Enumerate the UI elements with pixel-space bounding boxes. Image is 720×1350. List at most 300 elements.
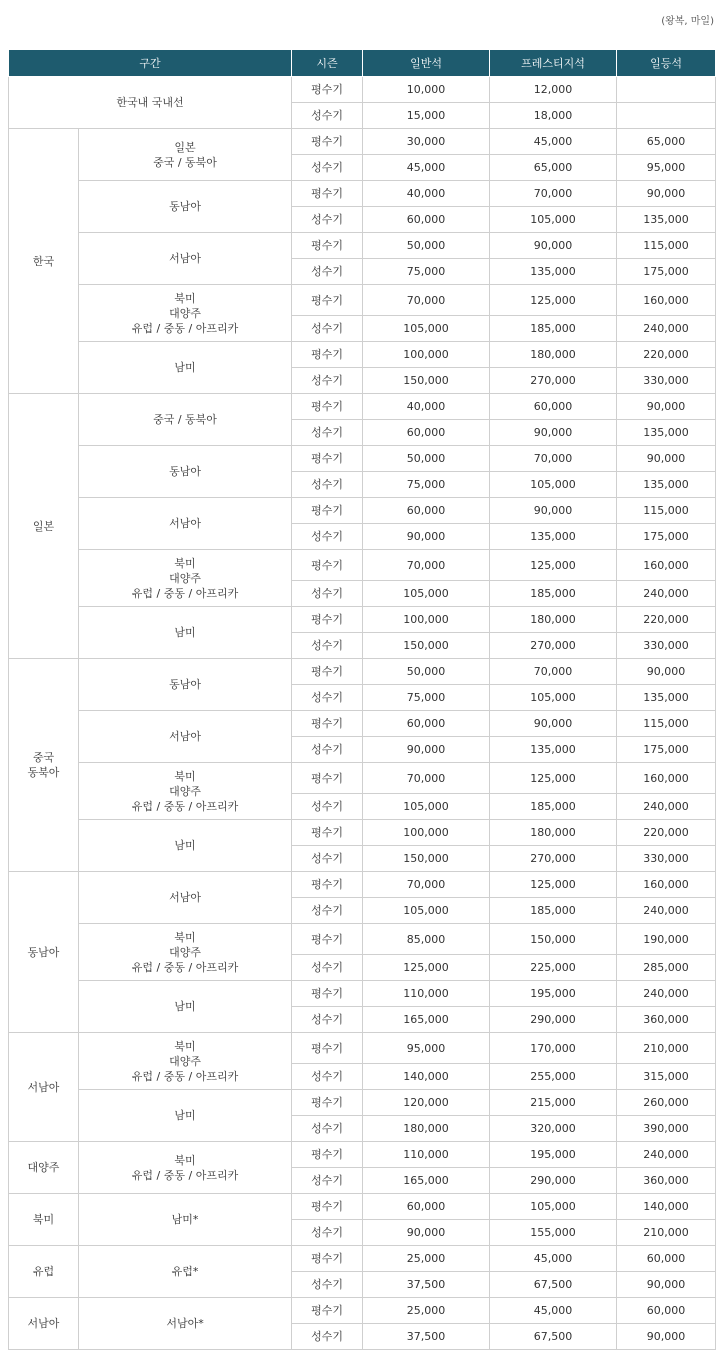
economy-cell: 110,000 [363,1142,490,1168]
economy-cell: 105,000 [363,581,490,607]
first-cell: 330,000 [617,846,716,872]
economy-cell: 95,000 [363,1033,490,1064]
economy-cell: 75,000 [363,685,490,711]
economy-cell: 60,000 [363,711,490,737]
destination-label-line: 유럽 / 중동 / 아프리카 [131,1168,239,1182]
origin-cell [9,1246,79,1298]
destination-label-line: 서남아 [169,891,201,904]
economy-cell: 70,000 [363,285,490,316]
table-row [9,1090,716,1116]
season-cell: 평수기 [292,342,363,368]
destination-label-line: 동남아 [169,678,201,691]
first-cell: 90,000 [617,659,716,685]
prestige-cell: 60,000 [490,394,617,420]
first-cell: 65,000 [617,129,716,155]
first-cell: 285,000 [617,955,716,981]
season-cell: 성수기 [292,1168,363,1194]
prestige-cell: 45,000 [490,1298,617,1324]
first-cell: 135,000 [617,472,716,498]
season-cell: 평수기 [292,1033,363,1064]
economy-cell: 45,000 [363,155,490,181]
destination-label-line: 유럽* [171,1265,199,1278]
economy-cell: 75,000 [363,472,490,498]
prestige-cell: 90,000 [490,498,617,524]
season-cell: 평수기 [292,1142,363,1168]
destination-label-line: 대양주 [169,306,201,320]
destination-cell [79,394,292,446]
origin-cell [9,1194,79,1246]
destination-label-line: 서남아 [169,252,201,265]
season-cell: 성수기 [292,955,363,981]
season-cell: 평수기 [292,394,363,420]
destination-label-line: 유럽 / 중동 / 아프리카 [131,1069,239,1083]
first-cell: 240,000 [617,794,716,820]
prestige-cell: 90,000 [490,233,617,259]
prestige-cell: 180,000 [490,607,617,633]
prestige-cell: 105,000 [490,685,617,711]
prestige-cell: 125,000 [490,285,617,316]
domestic-row-low [9,77,716,103]
destination-cell [79,285,292,342]
economy-cell: 70,000 [363,550,490,581]
destination-label-line: 유럽 / 중동 / 아프리카 [131,799,239,813]
table-row [9,285,716,316]
destination-cell [79,820,292,872]
economy-cell: 100,000 [363,607,490,633]
table-row [9,1298,716,1324]
first-cell: 60,000 [617,1246,716,1272]
season-cell: 성수기 [292,1220,363,1246]
prestige-cell: 18,000 [490,103,617,129]
unit-note: (왕복, 마일) [661,16,714,27]
destination-label-line: 남미 [174,1109,196,1122]
season-cell: 성수기 [292,368,363,394]
prestige-cell: 195,000 [490,1142,617,1168]
table-row [9,394,716,420]
first-cell: 90,000 [617,394,716,420]
prestige-cell: 135,000 [490,524,617,550]
prestige-cell: 70,000 [490,181,617,207]
origin-label-line: 서남아 [27,1080,60,1094]
prestige-cell: 45,000 [490,129,617,155]
prestige-cell: 180,000 [490,820,617,846]
destination-cell [79,1033,292,1090]
origin-cell [9,394,79,659]
first-cell [617,103,716,129]
season-cell: 평수기 [292,607,363,633]
season-cell: 성수기 [292,524,363,550]
season-cell: 평수기 [292,446,363,472]
prestige-cell: 65,000 [490,155,617,181]
destination-label-line: 동남아 [169,465,201,478]
destination-cell [79,924,292,981]
prestige-cell: 270,000 [490,633,617,659]
season-cell: 성수기 [292,685,363,711]
prestige-cell: 215,000 [490,1090,617,1116]
prestige-cell: 185,000 [490,898,617,924]
economy-cell: 60,000 [363,207,490,233]
economy-cell: 37,500 [363,1324,490,1350]
destination-label-line: 동남아 [169,200,201,213]
season-cell: 성수기 [292,1064,363,1090]
first-cell: 220,000 [617,820,716,846]
table-row [9,129,716,155]
col-header-economy: 일반석 [363,50,490,77]
season-cell: 성수기 [292,581,363,607]
prestige-cell: 67,500 [490,1272,617,1298]
origin-cell [9,1033,79,1142]
destination-cell [79,711,292,763]
destination-label-line: 대양주 [169,571,201,585]
first-cell: 240,000 [617,1142,716,1168]
season-cell: 성수기 [292,207,363,233]
table-row [9,1033,716,1064]
prestige-cell: 195,000 [490,981,617,1007]
first-cell: 135,000 [617,420,716,446]
table-row [9,342,716,368]
table-row [9,981,716,1007]
season-cell: 성수기 [292,259,363,285]
origin-label-line: 대양주 [27,1161,60,1174]
season-cell: 성수기 [292,1324,363,1350]
season-cell: 성수기 [292,1116,363,1142]
economy-cell: 165,000 [363,1007,490,1033]
col-header-prestige: 프레스티지석 [490,50,617,77]
destination-cell [79,763,292,820]
season-cell: 평수기 [292,1194,363,1220]
season-cell: 성수기 [292,794,363,820]
first-cell: 220,000 [617,342,716,368]
prestige-cell: 45,000 [490,1246,617,1272]
prestige-cell: 12,000 [490,77,617,103]
season-cell: 평수기 [292,872,363,898]
prestige-cell: 270,000 [490,846,617,872]
prestige-cell: 185,000 [490,794,617,820]
table-row [9,550,716,581]
prestige-cell: 185,000 [490,581,617,607]
origin-label-line: 동남아 [27,945,60,959]
economy-cell: 120,000 [363,1090,490,1116]
season-cell: 평수기 [292,659,363,685]
prestige-cell: 185,000 [490,316,617,342]
prestige-cell: 90,000 [490,420,617,446]
destination-label-line: 북미 [174,769,196,783]
season-cell: 평수기 [292,763,363,794]
first-cell: 60,000 [617,1298,716,1324]
destination-cell [79,181,292,233]
season-cell: 평수기 [292,820,363,846]
economy-cell: 15,000 [363,103,490,129]
col-header-season: 시즌 [292,50,363,77]
prestige-cell: 290,000 [490,1168,617,1194]
table-row [9,1194,716,1220]
table-row [9,763,716,794]
economy-cell: 40,000 [363,394,490,420]
destination-cell [79,1090,292,1142]
economy-cell: 125,000 [363,955,490,981]
prestige-cell: 180,000 [490,342,617,368]
first-cell: 240,000 [617,581,716,607]
first-cell: 240,000 [617,316,716,342]
table-row [9,498,716,524]
first-cell: 115,000 [617,711,716,737]
economy-cell: 10,000 [363,77,490,103]
mileage-table [8,49,716,1350]
prestige-cell: 90,000 [490,711,617,737]
economy-cell: 110,000 [363,981,490,1007]
first-cell: 360,000 [617,1168,716,1194]
economy-cell: 40,000 [363,181,490,207]
destination-cell [79,550,292,607]
table-row [9,1246,716,1272]
season-cell: 평수기 [292,129,363,155]
table-row [9,659,716,685]
first-cell: 135,000 [617,207,716,233]
season-cell: 평수기 [292,1246,363,1272]
first-cell: 115,000 [617,233,716,259]
season-cell: 평수기 [292,77,363,103]
season-cell: 평수기 [292,1090,363,1116]
prestige-cell: 225,000 [490,955,617,981]
first-cell: 330,000 [617,368,716,394]
economy-cell: 25,000 [363,1246,490,1272]
table-row [9,446,716,472]
economy-cell: 105,000 [363,794,490,820]
first-cell: 210,000 [617,1220,716,1246]
prestige-cell: 105,000 [490,472,617,498]
economy-cell: 30,000 [363,129,490,155]
first-cell: 240,000 [617,898,716,924]
economy-cell: 25,000 [363,1298,490,1324]
season-cell: 성수기 [292,846,363,872]
destination-label-line: 북미 [174,1153,196,1167]
economy-cell: 60,000 [363,1194,490,1220]
season-cell: 성수기 [292,103,363,129]
col-header-first: 일등석 [617,50,716,77]
destination-label-line: 서남아 [169,517,201,530]
first-cell: 160,000 [617,872,716,898]
season-cell: 성수기 [292,420,363,446]
first-cell: 90,000 [617,1272,716,1298]
destination-cell [79,342,292,394]
table-row [9,711,716,737]
economy-cell: 150,000 [363,368,490,394]
season-cell: 성수기 [292,316,363,342]
table-row [9,233,716,259]
destination-label-line: 북미 [174,1039,196,1053]
economy-cell: 180,000 [363,1116,490,1142]
destination-label-line: 유럽 / 중동 / 아프리카 [131,586,239,600]
prestige-cell: 70,000 [490,659,617,685]
destination-label-line: 대양주 [169,1054,201,1068]
economy-cell: 70,000 [363,763,490,794]
destination-label-line: 남미* [171,1213,199,1226]
destination-label-line: 남미 [174,839,196,852]
economy-cell: 75,000 [363,259,490,285]
destination-cell [79,607,292,659]
prestige-cell: 125,000 [490,550,617,581]
first-cell: 220,000 [617,607,716,633]
first-cell: 135,000 [617,685,716,711]
first-cell: 90,000 [617,181,716,207]
destination-cell [79,981,292,1033]
prestige-cell: 135,000 [490,737,617,763]
prestige-cell: 255,000 [490,1064,617,1090]
first-cell: 190,000 [617,924,716,955]
economy-cell: 70,000 [363,872,490,898]
col-header-route: 구간 [9,50,292,77]
destination-cell [79,659,292,711]
season-cell: 평수기 [292,550,363,581]
table-row [9,607,716,633]
season-cell: 평수기 [292,498,363,524]
destination-label-line: 서남아* [166,1317,204,1330]
prestige-cell: 270,000 [490,368,617,394]
season-cell: 평수기 [292,233,363,259]
origin-cell [9,1298,79,1350]
destination-cell [79,446,292,498]
season-cell: 평수기 [292,924,363,955]
first-cell: 175,000 [617,737,716,763]
first-cell: 360,000 [617,1007,716,1033]
prestige-cell: 67,500 [490,1324,617,1350]
economy-cell: 85,000 [363,924,490,955]
table-row [9,924,716,955]
season-cell: 성수기 [292,633,363,659]
prestige-cell: 150,000 [490,924,617,955]
table-row [9,181,716,207]
destination-label-line: 대양주 [169,945,201,959]
destination-label-line: 일본 [174,140,196,154]
origin-cell [9,872,79,1033]
economy-cell: 150,000 [363,633,490,659]
destination-cell [79,1194,292,1246]
first-cell: 140,000 [617,1194,716,1220]
prestige-cell: 170,000 [490,1033,617,1064]
season-cell: 성수기 [292,1272,363,1298]
economy-cell: 100,000 [363,342,490,368]
season-cell: 성수기 [292,155,363,181]
destination-label-line: 서남아 [169,730,201,743]
economy-cell: 50,000 [363,659,490,685]
prestige-cell: 290,000 [490,1007,617,1033]
destination-cell [79,1246,292,1298]
first-cell: 210,000 [617,1033,716,1064]
prestige-cell: 125,000 [490,872,617,898]
destination-label-line: 대양주 [169,784,201,798]
economy-cell: 165,000 [363,1168,490,1194]
destination-label-line: 남미 [174,361,196,374]
destination-cell [79,498,292,550]
destination-cell [79,1298,292,1350]
economy-cell: 105,000 [363,898,490,924]
destination-label-line: 북미 [174,556,196,570]
destination-label-line: 북미 [174,291,196,305]
economy-cell: 50,000 [363,446,490,472]
origin-label-line: 일본 [32,519,55,533]
table-row [9,872,716,898]
season-cell: 성수기 [292,472,363,498]
header-row [9,50,716,77]
prestige-cell: 105,000 [490,1194,617,1220]
first-cell: 90,000 [617,446,716,472]
first-cell: 115,000 [617,498,716,524]
economy-cell: 90,000 [363,524,490,550]
origin-label-line: 중국 [32,751,55,764]
destination-label-line: 남미 [174,626,196,639]
first-cell [617,77,716,103]
origin-label-line: 동북아 [27,766,60,779]
economy-cell: 150,000 [363,846,490,872]
origin-cell [9,1142,79,1194]
first-cell: 260,000 [617,1090,716,1116]
destination-cell [79,129,292,181]
destination-label-line: 중국 / 동북아 [153,155,217,169]
economy-cell: 90,000 [363,1220,490,1246]
economy-cell: 60,000 [363,420,490,446]
first-cell: 160,000 [617,550,716,581]
season-cell: 성수기 [292,1007,363,1033]
prestige-cell: 70,000 [490,446,617,472]
season-cell: 평수기 [292,181,363,207]
prestige-cell: 105,000 [490,207,617,233]
first-cell: 95,000 [617,155,716,181]
destination-cell [79,1142,292,1194]
economy-cell: 50,000 [363,233,490,259]
season-cell: 성수기 [292,898,363,924]
season-cell: 평수기 [292,981,363,1007]
first-cell: 390,000 [617,1116,716,1142]
first-cell: 175,000 [617,524,716,550]
destination-cell [79,233,292,285]
prestige-cell: 155,000 [490,1220,617,1246]
economy-cell: 105,000 [363,316,490,342]
economy-cell: 100,000 [363,820,490,846]
economy-cell: 140,000 [363,1064,490,1090]
destination-label-line: 유럽 / 중동 / 아프리카 [131,321,239,335]
origin-label-line: 북미 [32,1213,55,1226]
prestige-cell: 320,000 [490,1116,617,1142]
origin-label-line: 한국 [32,254,55,268]
destination-cell [79,872,292,924]
first-cell: 160,000 [617,285,716,316]
economy-cell: 37,500 [363,1272,490,1298]
first-cell: 90,000 [617,1324,716,1350]
origin-label-line: 유럽 [32,1265,55,1278]
first-cell: 240,000 [617,981,716,1007]
origin-cell [9,129,79,394]
first-cell: 175,000 [617,259,716,285]
destination-label-line: 북미 [174,930,196,944]
season-cell: 평수기 [292,1298,363,1324]
season-cell: 성수기 [292,737,363,763]
prestige-cell: 135,000 [490,259,617,285]
first-cell: 330,000 [617,633,716,659]
first-cell: 160,000 [617,763,716,794]
economy-cell: 90,000 [363,737,490,763]
season-cell: 평수기 [292,285,363,316]
first-cell: 315,000 [617,1064,716,1090]
destination-label-line: 유럽 / 중동 / 아프리카 [131,960,239,974]
domestic-label: 한국내 국내선 [9,77,292,129]
destination-label-line: 중국 / 동북아 [153,413,217,426]
table-row [9,820,716,846]
season-cell: 평수기 [292,711,363,737]
destination-label-line: 남미 [174,1000,196,1013]
economy-cell: 60,000 [363,498,490,524]
table-row [9,1142,716,1168]
origin-cell [9,659,79,872]
